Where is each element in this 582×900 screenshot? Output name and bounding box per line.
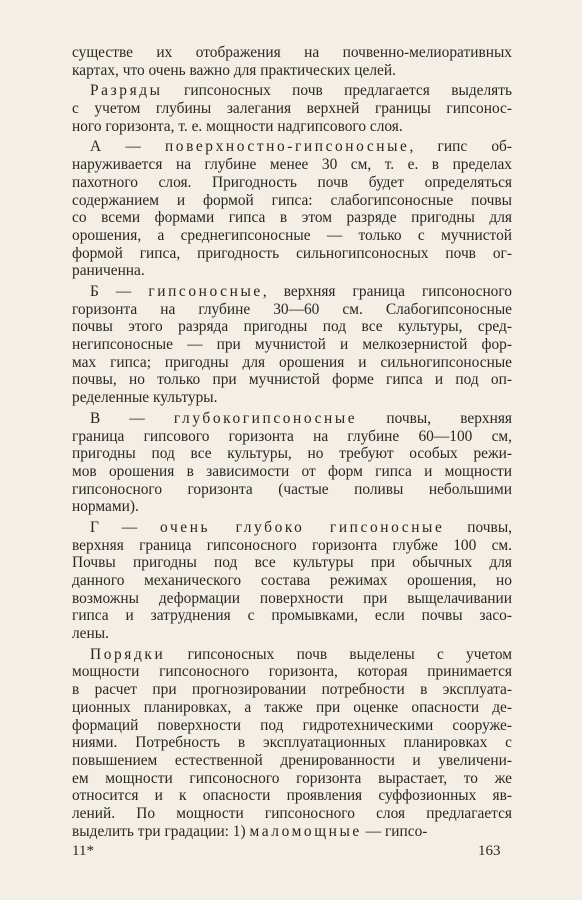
text-run: ного горизонта, т. е. мощности надгипсового слоя. — [72, 117, 403, 135]
text-run: А — — [90, 138, 165, 156]
text-line — [72, 118, 512, 136]
text-line — [72, 590, 512, 608]
text-run: формаций поверхности под гидротехническими сооруже- — [72, 716, 512, 734]
main-text — [72, 44, 512, 840]
text-line — [72, 389, 512, 407]
text-run: пахотного слоя. Пригодность почв будет определяться — [72, 173, 512, 191]
paragraph-cont — [72, 44, 512, 79]
text-line — [72, 410, 512, 428]
paragraph-g — [72, 519, 512, 643]
text-line — [72, 192, 512, 210]
page-number: 163 — [478, 843, 501, 859]
text-line — [72, 245, 512, 263]
text-run: Почвы пригодны под все культуры при обычных для — [72, 554, 512, 572]
spaced-term: Разряды — [90, 82, 163, 100]
text-run: ределенные культуры. — [72, 389, 218, 407]
text-line — [72, 646, 512, 664]
text-line — [72, 371, 512, 389]
text-line — [72, 717, 512, 735]
text-run: — гипсо- — [361, 822, 428, 840]
text-run: В — — [90, 409, 174, 427]
text-line — [72, 283, 512, 301]
paragraph-a — [72, 138, 512, 280]
text-line — [72, 481, 512, 499]
text-run: гипса и затруднения с промывками, если почвы засо- — [72, 607, 512, 625]
text-line — [72, 463, 512, 481]
spaced-term: глубокогипсоносные — [173, 409, 358, 427]
text-line — [72, 823, 512, 841]
text-line — [72, 805, 512, 823]
text-line — [72, 301, 512, 319]
text-run: со всеми формами гипса в этом разряде пригодны для — [72, 209, 512, 227]
text-line — [72, 734, 512, 752]
text-run: почвы этого разряда пригодны под все культуры, сред- — [72, 318, 512, 336]
text-line — [72, 227, 512, 245]
paragraph-b — [72, 283, 512, 407]
spaced-term: гипсоносные — [148, 282, 263, 300]
text-run: почвы, но только при мучнистой форме гипса и под оп- — [72, 371, 512, 389]
text-run: картах, что очень важно для практических целей. — [72, 61, 396, 79]
text-line — [72, 82, 512, 100]
text-run: повышением естественной дренированности и увеличени- — [72, 751, 512, 769]
text-run: пригодны под все культуры, но требуют особых режи- — [72, 445, 512, 463]
text-run: ниями. Потребность в эксплуатационных планировках с — [72, 734, 512, 752]
text-run: лены. — [72, 625, 109, 643]
text-run: негипсоносные — при мучнистой и мелкозернистой фор- — [72, 336, 512, 354]
text-line — [72, 498, 512, 516]
text-run: нормами). — [72, 498, 139, 516]
text-run: данного механического состава режимах орошения, но — [72, 572, 512, 590]
text-run: выделить три градации: 1) — [72, 822, 250, 840]
text-line — [72, 209, 512, 227]
paragraph-poryadki — [72, 646, 512, 841]
text-line — [72, 537, 512, 555]
text-line — [72, 138, 512, 156]
signature-mark: 11* — [72, 843, 94, 859]
text-run: горизонта на глубине 30—60 см. Слабогипсоносные — [72, 300, 512, 318]
text-run: мов орошения в зависимости от форм гипса и мощности — [72, 462, 512, 480]
text-run: Б — — [90, 282, 149, 300]
text-run: верхняя граница гипсоносного горизонта глубже 100 см. — [72, 536, 512, 554]
text-line — [72, 787, 512, 805]
spaced-term: очень глубоко гипсоносные — [160, 518, 445, 536]
text-line — [72, 519, 512, 537]
text-run: лений. По мощности гипсоносного слоя предлагается — [72, 804, 512, 822]
paragraph-v — [72, 410, 512, 516]
text-line — [72, 572, 512, 590]
text-run: гипсоносного горизонта (частые поливы небольшими — [72, 480, 512, 498]
text-run: возможны деформации поверхности при выщелачивании — [72, 589, 512, 607]
spaced-term: маломощные — [249, 822, 362, 840]
spaced-term: поверхностно-гипсоносные — [164, 138, 410, 156]
text-line — [72, 100, 512, 118]
text-line — [72, 752, 512, 770]
text-run: граница гипсового горизонта на глубине 60—100 см, — [72, 427, 512, 445]
text-run: , гипс об- — [409, 138, 512, 156]
text-line — [72, 770, 512, 788]
text-line — [72, 62, 512, 80]
text-line — [72, 44, 512, 62]
text-run: Г — — [90, 518, 161, 536]
text-run: почвы, — [444, 518, 512, 536]
text-line — [72, 428, 512, 446]
text-line — [72, 699, 512, 717]
text-run: гипсоносных почв выделены с учетом — [165, 645, 512, 663]
text-line — [72, 554, 512, 572]
text-run: наруживается на глубине менее 30 см, т. е. в пределах — [72, 156, 512, 174]
text-run: орошения, а среднегипсоносные — только с мучнистой — [72, 226, 512, 244]
text-line — [72, 174, 512, 192]
paragraph-razryady — [72, 82, 512, 135]
text-run: мах гипса; пригодны для орошения и сильногипсоносные — [72, 353, 512, 371]
text-run: с учетом глубины залегания верхней границы гипсонос- — [72, 100, 512, 118]
text-line — [72, 262, 512, 280]
text-run: ем мощности гипсоносного горизонта вырастает, то же — [72, 769, 512, 787]
text-line — [72, 336, 512, 354]
text-run: , верхняя граница гипсоносного — [262, 282, 512, 300]
text-line — [72, 681, 512, 699]
text-run: мощности гипсоносного горизонта, которая принимается — [72, 663, 512, 681]
text-run: существе их отображения на почвенно-мелиоративных — [72, 44, 512, 61]
text-line — [72, 607, 512, 625]
text-line — [72, 354, 512, 372]
text-line — [72, 445, 512, 463]
text-run: почвы, верхняя — [357, 409, 512, 427]
text-run: относится и к опасности проявления суффозионных яв- — [72, 787, 512, 805]
text-line — [72, 663, 512, 681]
spaced-term: Порядки — [90, 645, 166, 663]
text-run: формой гипса, пригодность сильногипсоносных почв ог- — [72, 244, 512, 262]
text-run: в расчет при прогнозировании потребности в эксплуата- — [72, 681, 512, 699]
text-run: ционных планировках, а также при оценке опасности де- — [72, 698, 512, 716]
text-run: раниченна. — [72, 262, 145, 280]
text-run: гипсоносных почв предлагается выделять — [162, 82, 512, 100]
text-line — [72, 625, 512, 643]
text-line — [72, 156, 512, 174]
text-run: содержанием и формой гипса: слабогипсоносные почвы — [72, 191, 512, 209]
text-line — [72, 318, 512, 336]
